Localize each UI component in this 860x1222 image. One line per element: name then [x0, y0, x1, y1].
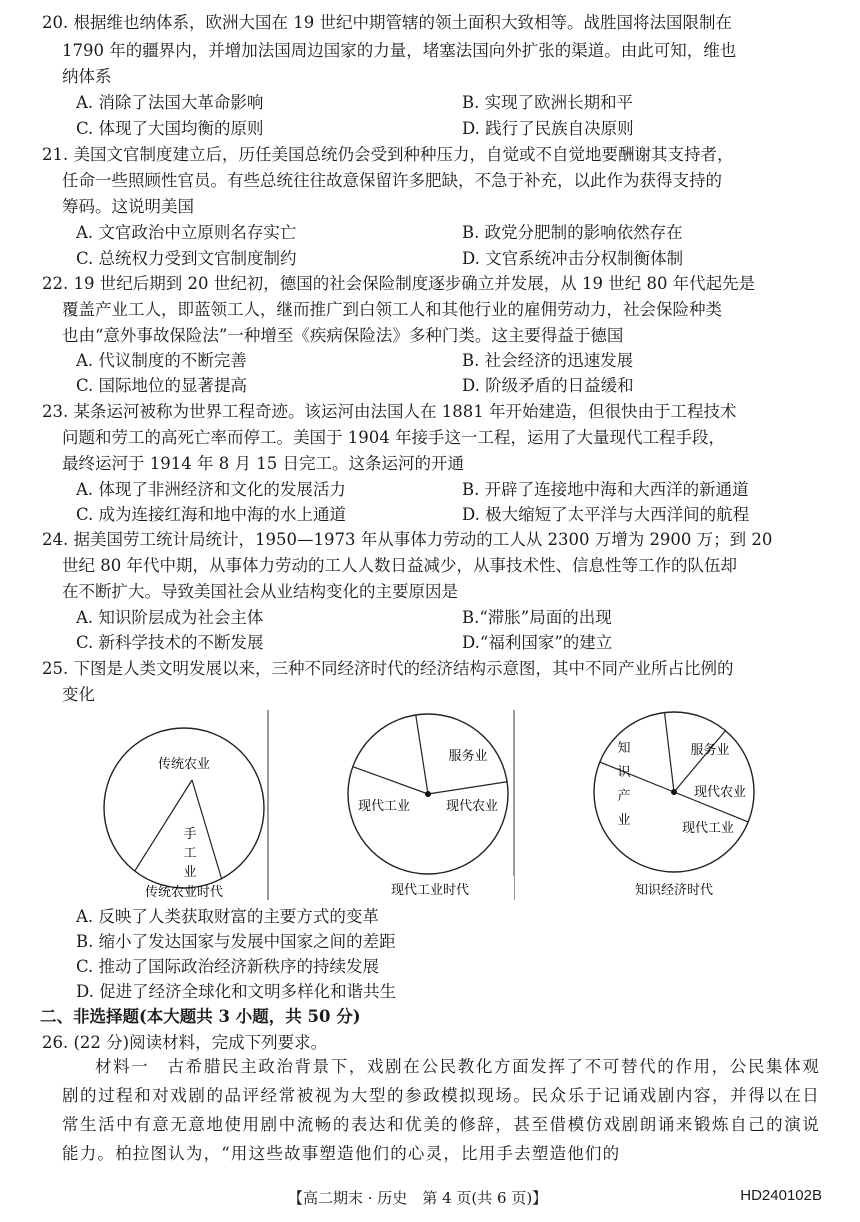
q25-option-a: A. 反映了人类获取财富的主要方式的变革: [76, 907, 379, 926]
material-1-paragraph: 材料一 古希腊民主政治背景下，戏剧在公民教化方面发挥了不可替代的作用，公民集体观剧的过程和对戏剧的品评经常被视为大型的参政模拟现场。民众乐于记诵戏剧内容，并得以在日常生活中有意无意地使用剧中流畅的表达和优美的修辞，甚至借模仿戏剧朗诵来锻炼自己的演说能力。柏拉图认为，“用这些故事塑造他们的心灵，比用手去塑造他们的: [62, 1057, 820, 1163]
question-20-line-3: 纳体系: [62, 67, 112, 86]
pie-center-dot: [671, 789, 677, 795]
q23-option-d: D. 极大缩短了太平洋与大西洋间的航程: [462, 505, 750, 524]
q24-option-c: C. 新科学技术的不断发展: [76, 633, 264, 652]
q21-option-c: C. 总统权力受到文官制度制约: [76, 249, 297, 268]
slice-label-modern-industry: 现代工业: [357, 799, 411, 814]
pie-chart-modern-industry: [340, 710, 520, 900]
slice-label-knowledge-1: 知: [617, 741, 631, 756]
q22-option-c: C. 国际地位的显著提高: [76, 376, 248, 395]
question-24-line-3: 在不断扩大。导致美国社会从业结构变化的主要原因是: [62, 582, 458, 601]
pie-chart-knowledge-economy: [588, 710, 766, 900]
pie-center-dot: [425, 791, 431, 797]
q24-option-a: A. 知识阶层成为社会主体: [76, 608, 264, 627]
chart-caption: 知识经济时代: [634, 883, 714, 898]
q25-option-d: D. 促进了经济全球化和文明多样化和谐共生: [76, 982, 397, 1001]
slice-label-handicraft-3: 业: [183, 865, 197, 880]
question-23-line-2: 问题和劳工的高死亡率而停工。美国于 1904 年接手这一工程，运用了大量现代工程手段，: [62, 428, 725, 447]
q25-option-b: B. 缩小了发达国家与发展中国家之间的差距: [76, 932, 396, 951]
q23-option-b: B. 开辟了连接地中海和大西洋的新通道: [462, 480, 749, 499]
slice-label-modern-agriculture: 现代农业: [693, 785, 747, 800]
q22-option-b: B. 社会经济的迅速发展: [462, 351, 634, 370]
slice-label-handicraft-1: 手: [183, 827, 197, 842]
question-24-line-1: 24. 据美国劳工统计局统计，1950—1973 年从事体力劳动的工人从 2300 万增为 2900 万；到 20: [42, 530, 773, 549]
question-21-line-2: 任命一些照顾性官员。有些总统往往故意保留许多肥缺，不急于补充，以此作为获得支持的: [62, 171, 722, 190]
q22-option-d: D. 阶级矛盾的日益缓和: [462, 376, 634, 395]
q20-option-d: D. 践行了民族自决原则: [462, 119, 634, 138]
question-24-line-2: 世纪 80 年代中期，从事体力劳动的工人人数日益减少，从事技术性、信息性等工作的队伍却: [62, 556, 737, 575]
footer-page-info: 【高二期末 · 历史 第 4 页(共 6 页)】: [288, 1189, 548, 1207]
q20-option-a: A. 消除了法国大革命影响: [76, 93, 264, 112]
question-20-line-2: 1790 年的疆界内，并增加法国周边国家的力量，堵塞法国向外扩张的渠道。由此可知，维也: [62, 41, 737, 60]
slice-label-knowledge-4: 业: [617, 813, 631, 828]
question-22-line-2: 覆盖产业工人，即蓝领工人，继而推广到白领工人和其他行业的雇佣劳动力，社会保险种类: [62, 300, 722, 319]
slice-label-modern-industry: 现代工业: [681, 821, 735, 836]
pie-outline: [104, 728, 264, 888]
question-22-line-1: 22. 19 世纪后期到 20 世纪初，德国的社会保险制度逐步确立并发展，从 19 世纪 80 年代起先是: [42, 274, 756, 293]
q22-option-a: A. 代议制度的不断完善: [76, 351, 247, 370]
q20-option-c: C. 体现了大国均衡的原则: [76, 119, 264, 138]
q23-option-c: C. 成为连接红海和地中海的水上通道: [76, 505, 347, 524]
chart-caption: 传统农业时代: [144, 885, 224, 900]
question-21-line-1: 21. 美国文官制度建立后，历任美国总统仍会受到种种压力，自觉或不自觉地要酬谢其支持者，: [42, 145, 734, 164]
slice-label-modern-agriculture: 现代农业: [445, 799, 499, 814]
chart-caption: 现代工业时代: [390, 883, 470, 898]
question-23-line-1: 23. 某条运河被称为世界工程奇迹。该运河由法国人在 1881 年开始建造，但很快由于工程技术: [42, 402, 737, 421]
slice-label-knowledge-2: 识: [617, 765, 631, 780]
question-25-line-1: 25. 下图是人类文明发展以来，三种不同经济时代的经济结构示意图，其中不同产业所占比例的: [42, 659, 734, 678]
slice-label-handicraft-2: 工: [183, 846, 197, 861]
question-21-line-3: 筹码。这说明美国: [62, 197, 194, 216]
question-22-line-3: 也由“意外事故保险法”一种增至《疾病保险法》多种门类。这主要得益于德国: [62, 326, 624, 345]
q25-option-c: C. 推动了国际政治经济新秩序的持续发展: [76, 957, 380, 976]
q21-option-b: B. 政党分肥制的影响依然存在: [462, 223, 683, 242]
question-20-line-1: 20. 根据维也纳体系，欧洲大国在 19 世纪中期管辖的领土面积大致相等。战胜国将法国限制在: [42, 13, 732, 32]
q23-option-a: A. 体现了非洲经济和文化的发展活力: [76, 480, 346, 499]
section-heading: 二、非选择题(本大题共 3 小题，共 50 分): [40, 1007, 361, 1026]
question-25-line-2: 变化: [62, 685, 95, 704]
q24-option-b: B.“滞胀”局面的出现: [462, 608, 612, 627]
q24-option-d: D.“福利国家”的建立: [462, 633, 613, 652]
q21-option-a: A. 文官政治中立原则名存实亡: [76, 223, 297, 242]
q21-option-d: D. 文官系统冲击分权制衡体制: [462, 249, 684, 268]
pie-chart-traditional-agriculture: [100, 710, 270, 900]
slice-label-service: 服务业: [690, 743, 730, 758]
slice-label-knowledge-3: 产: [617, 789, 631, 804]
slice-label-traditional-agriculture: 传统农业: [157, 757, 211, 772]
slice-label-service: 服务业: [448, 749, 488, 764]
question-23-line-3: 最终运河于 1914 年 8 月 15 日完工。这条运河的开通: [62, 454, 464, 473]
question-26-header: 26. (22 分)阅读材料，完成下列要求。: [42, 1033, 328, 1052]
q20-option-b: B. 实现了欧洲长期和平: [462, 93, 634, 112]
footer-code: HD240102B: [740, 1187, 822, 1204]
